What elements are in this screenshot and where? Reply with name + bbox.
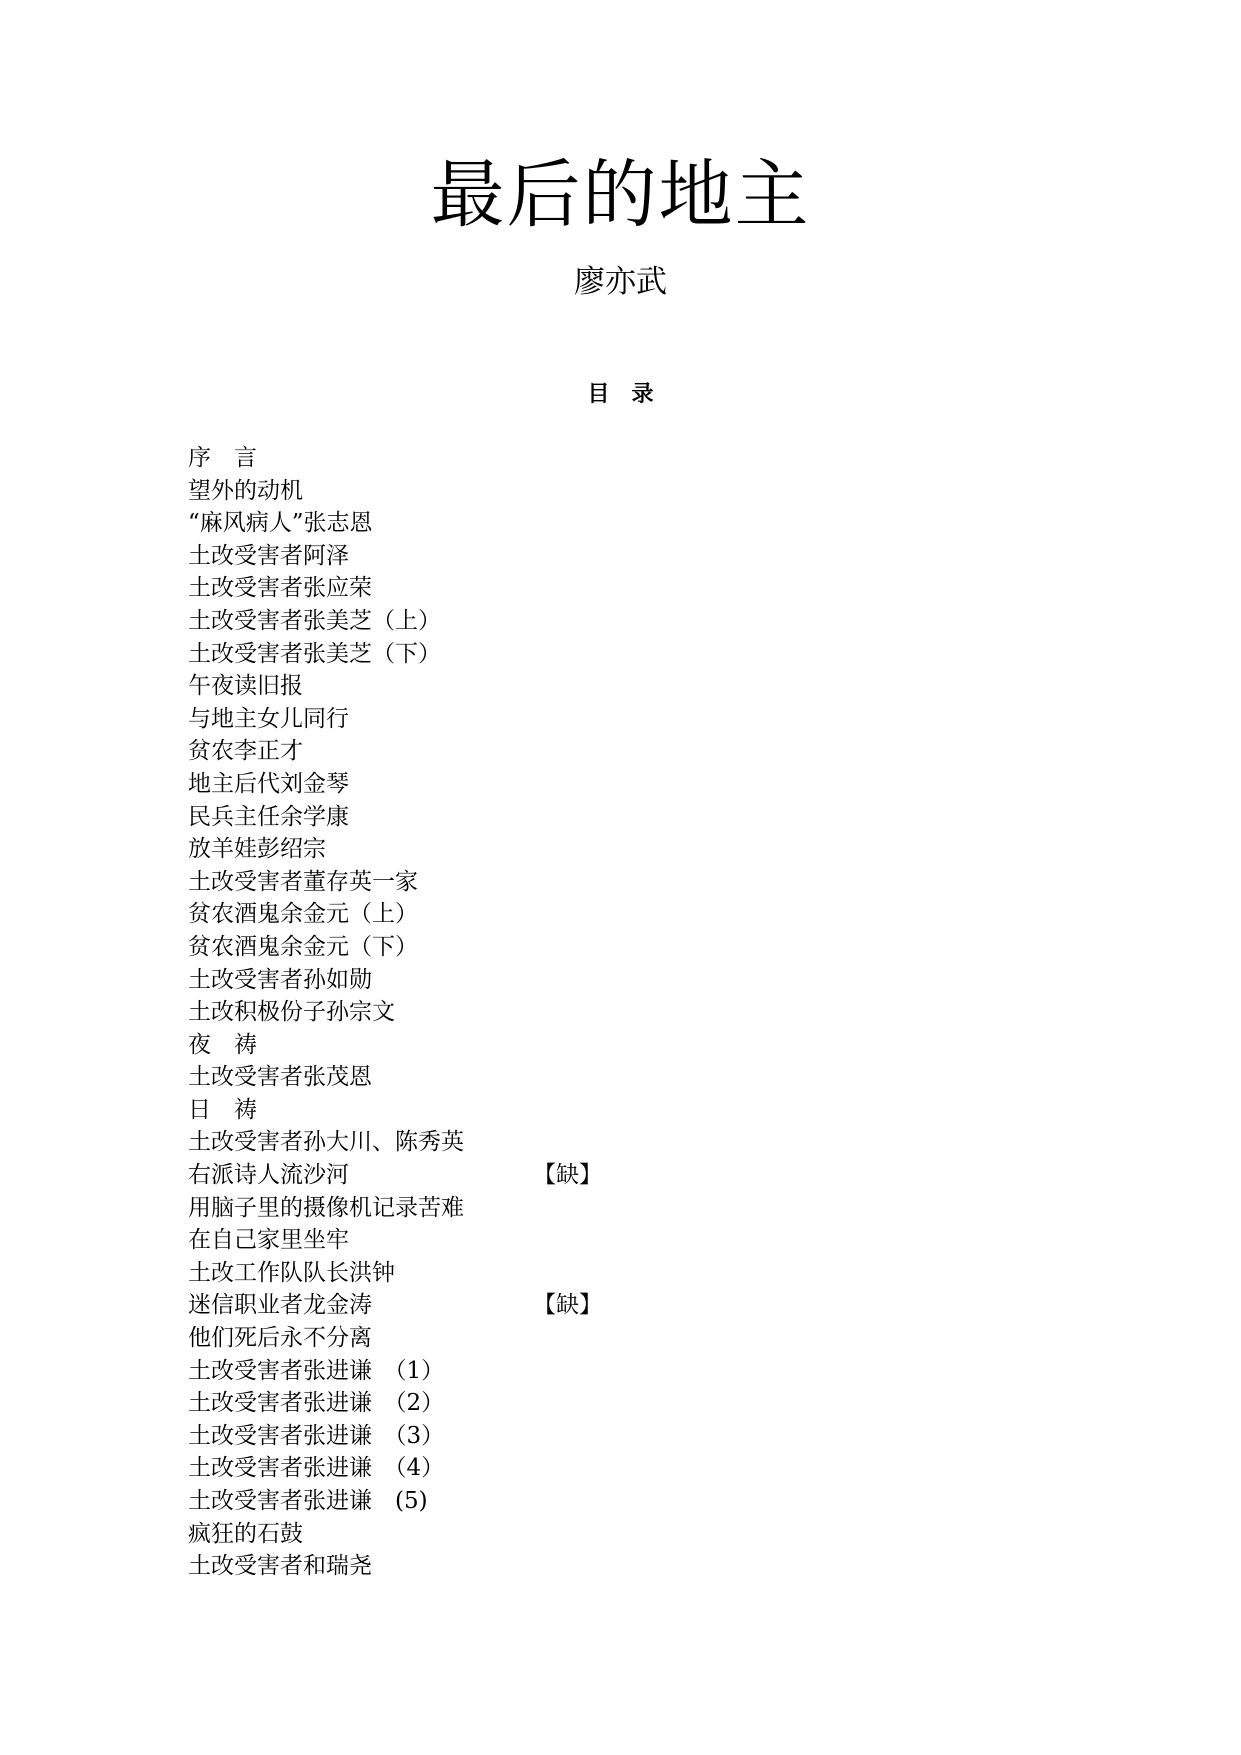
toc-item-title: 土改受害者张茂恩: [188, 1064, 372, 1091]
toc-item: [188, 1061, 988, 1094]
toc-item-title: 用脑子里的摄像机记录苦难: [188, 1194, 464, 1221]
toc-item-title: 土改受害者张进谦 (5): [188, 1488, 428, 1514]
toc-item: [188, 964, 988, 997]
toc-item-title: 日 祷: [188, 1096, 257, 1123]
toc-item: [188, 507, 988, 540]
toc-item: [188, 735, 988, 768]
toc-item-title: 土改受害者孙大川、陈秀英: [188, 1129, 464, 1156]
toc-item-title: 夜 祷: [188, 1031, 257, 1058]
toc-item-title: 土改受害者张美芝（下）: [188, 640, 441, 667]
toc-item: [188, 768, 988, 801]
toc-item: [188, 1387, 988, 1420]
toc-item: [188, 1192, 988, 1225]
toc-item: [188, 931, 988, 964]
toc-item-title: 序 言: [188, 445, 257, 471]
toc-item: [188, 1322, 988, 1355]
toc-item-missing-note: 【缺】: [533, 1162, 602, 1189]
toc-item: [188, 670, 988, 703]
toc-item-title: 土改受害者阿泽: [188, 542, 349, 569]
toc-item-title: 与地主女儿同行: [188, 705, 349, 732]
toc-item: [188, 1224, 988, 1257]
toc-item-title: 土改工作队队长洪钟: [188, 1259, 395, 1286]
toc-item: [188, 1518, 988, 1551]
toc-item-title: 土改受害者董存英一家: [188, 868, 418, 895]
toc-item-title: “麻风病人”张志恩: [188, 510, 373, 537]
toc-item: [188, 442, 988, 475]
toc-item: [188, 1550, 988, 1583]
toc-item-title: 午夜读旧报: [188, 673, 303, 700]
toc-item-title: 土改受害者张进谦 （3）: [188, 1422, 445, 1449]
toc-item-title: 右派诗人流沙河: [188, 1162, 349, 1189]
toc-item: [188, 1355, 988, 1388]
toc-item: [188, 898, 988, 931]
toc-item: [188, 1094, 988, 1127]
toc-item: [188, 996, 988, 1029]
toc-item-title: 在自己家里坐牢: [188, 1227, 349, 1254]
document-title: 最后的地主: [430, 152, 811, 238]
toc-item-title: 放羊娃彭绍宗: [188, 836, 326, 863]
toc-item-title: 迷信职业者龙金涛: [188, 1292, 372, 1319]
toc-item: [188, 1289, 988, 1322]
toc-item: [188, 833, 988, 866]
toc-item-title: 地主后代刘金琴: [188, 770, 349, 797]
toc-item-title: 土改积极份子孙宗文: [188, 999, 395, 1026]
toc-item-title: 土改受害者张进谦 （1）: [188, 1357, 445, 1384]
toc-item-title: 他们死后永不分离: [188, 1325, 372, 1352]
toc-item-title: 土改受害者张进谦 （2）: [188, 1390, 445, 1417]
toc-item: [188, 475, 988, 508]
toc-item: [188, 703, 988, 736]
toc-item-title: 贫农李正才: [188, 738, 303, 765]
toc-item: [188, 638, 988, 671]
toc-item-title: 民兵主任余学康: [188, 803, 349, 830]
toc-item-title: 土改受害者孙如勋: [188, 966, 372, 993]
toc-item: [188, 1159, 988, 1192]
toc-item-title: 土改受害者和瑞尧: [188, 1553, 372, 1580]
toc-item: [188, 1420, 988, 1453]
table-of-contents: [188, 442, 988, 1583]
toc-item-title: 土改受害者张进谦 （4）: [188, 1455, 445, 1482]
toc-item-title: 望外的动机: [188, 477, 303, 504]
toc-item: [188, 1029, 988, 1062]
toc-item-missing-note: 【缺】: [533, 1292, 602, 1319]
toc-heading: 目 录: [587, 382, 654, 407]
toc-item: [188, 572, 988, 605]
toc-item-title: 贫农酒鬼余金元（上）: [188, 901, 418, 928]
toc-item: [188, 866, 988, 899]
toc-item-title: 贫农酒鬼余金元（下）: [188, 933, 418, 960]
toc-item: [188, 605, 988, 638]
toc-item: [188, 1126, 988, 1159]
document-author: 廖亦武: [574, 264, 667, 300]
toc-item-title: 土改受害者张应荣: [188, 575, 372, 602]
toc-item-title: 土改受害者张美芝（上）: [188, 607, 441, 634]
toc-item: [188, 1257, 988, 1290]
toc-item-title: 疯狂的石鼓: [188, 1520, 303, 1547]
toc-item: [188, 801, 988, 834]
toc-item: [188, 1485, 988, 1518]
toc-item: [188, 1452, 988, 1485]
toc-item: [188, 540, 988, 573]
